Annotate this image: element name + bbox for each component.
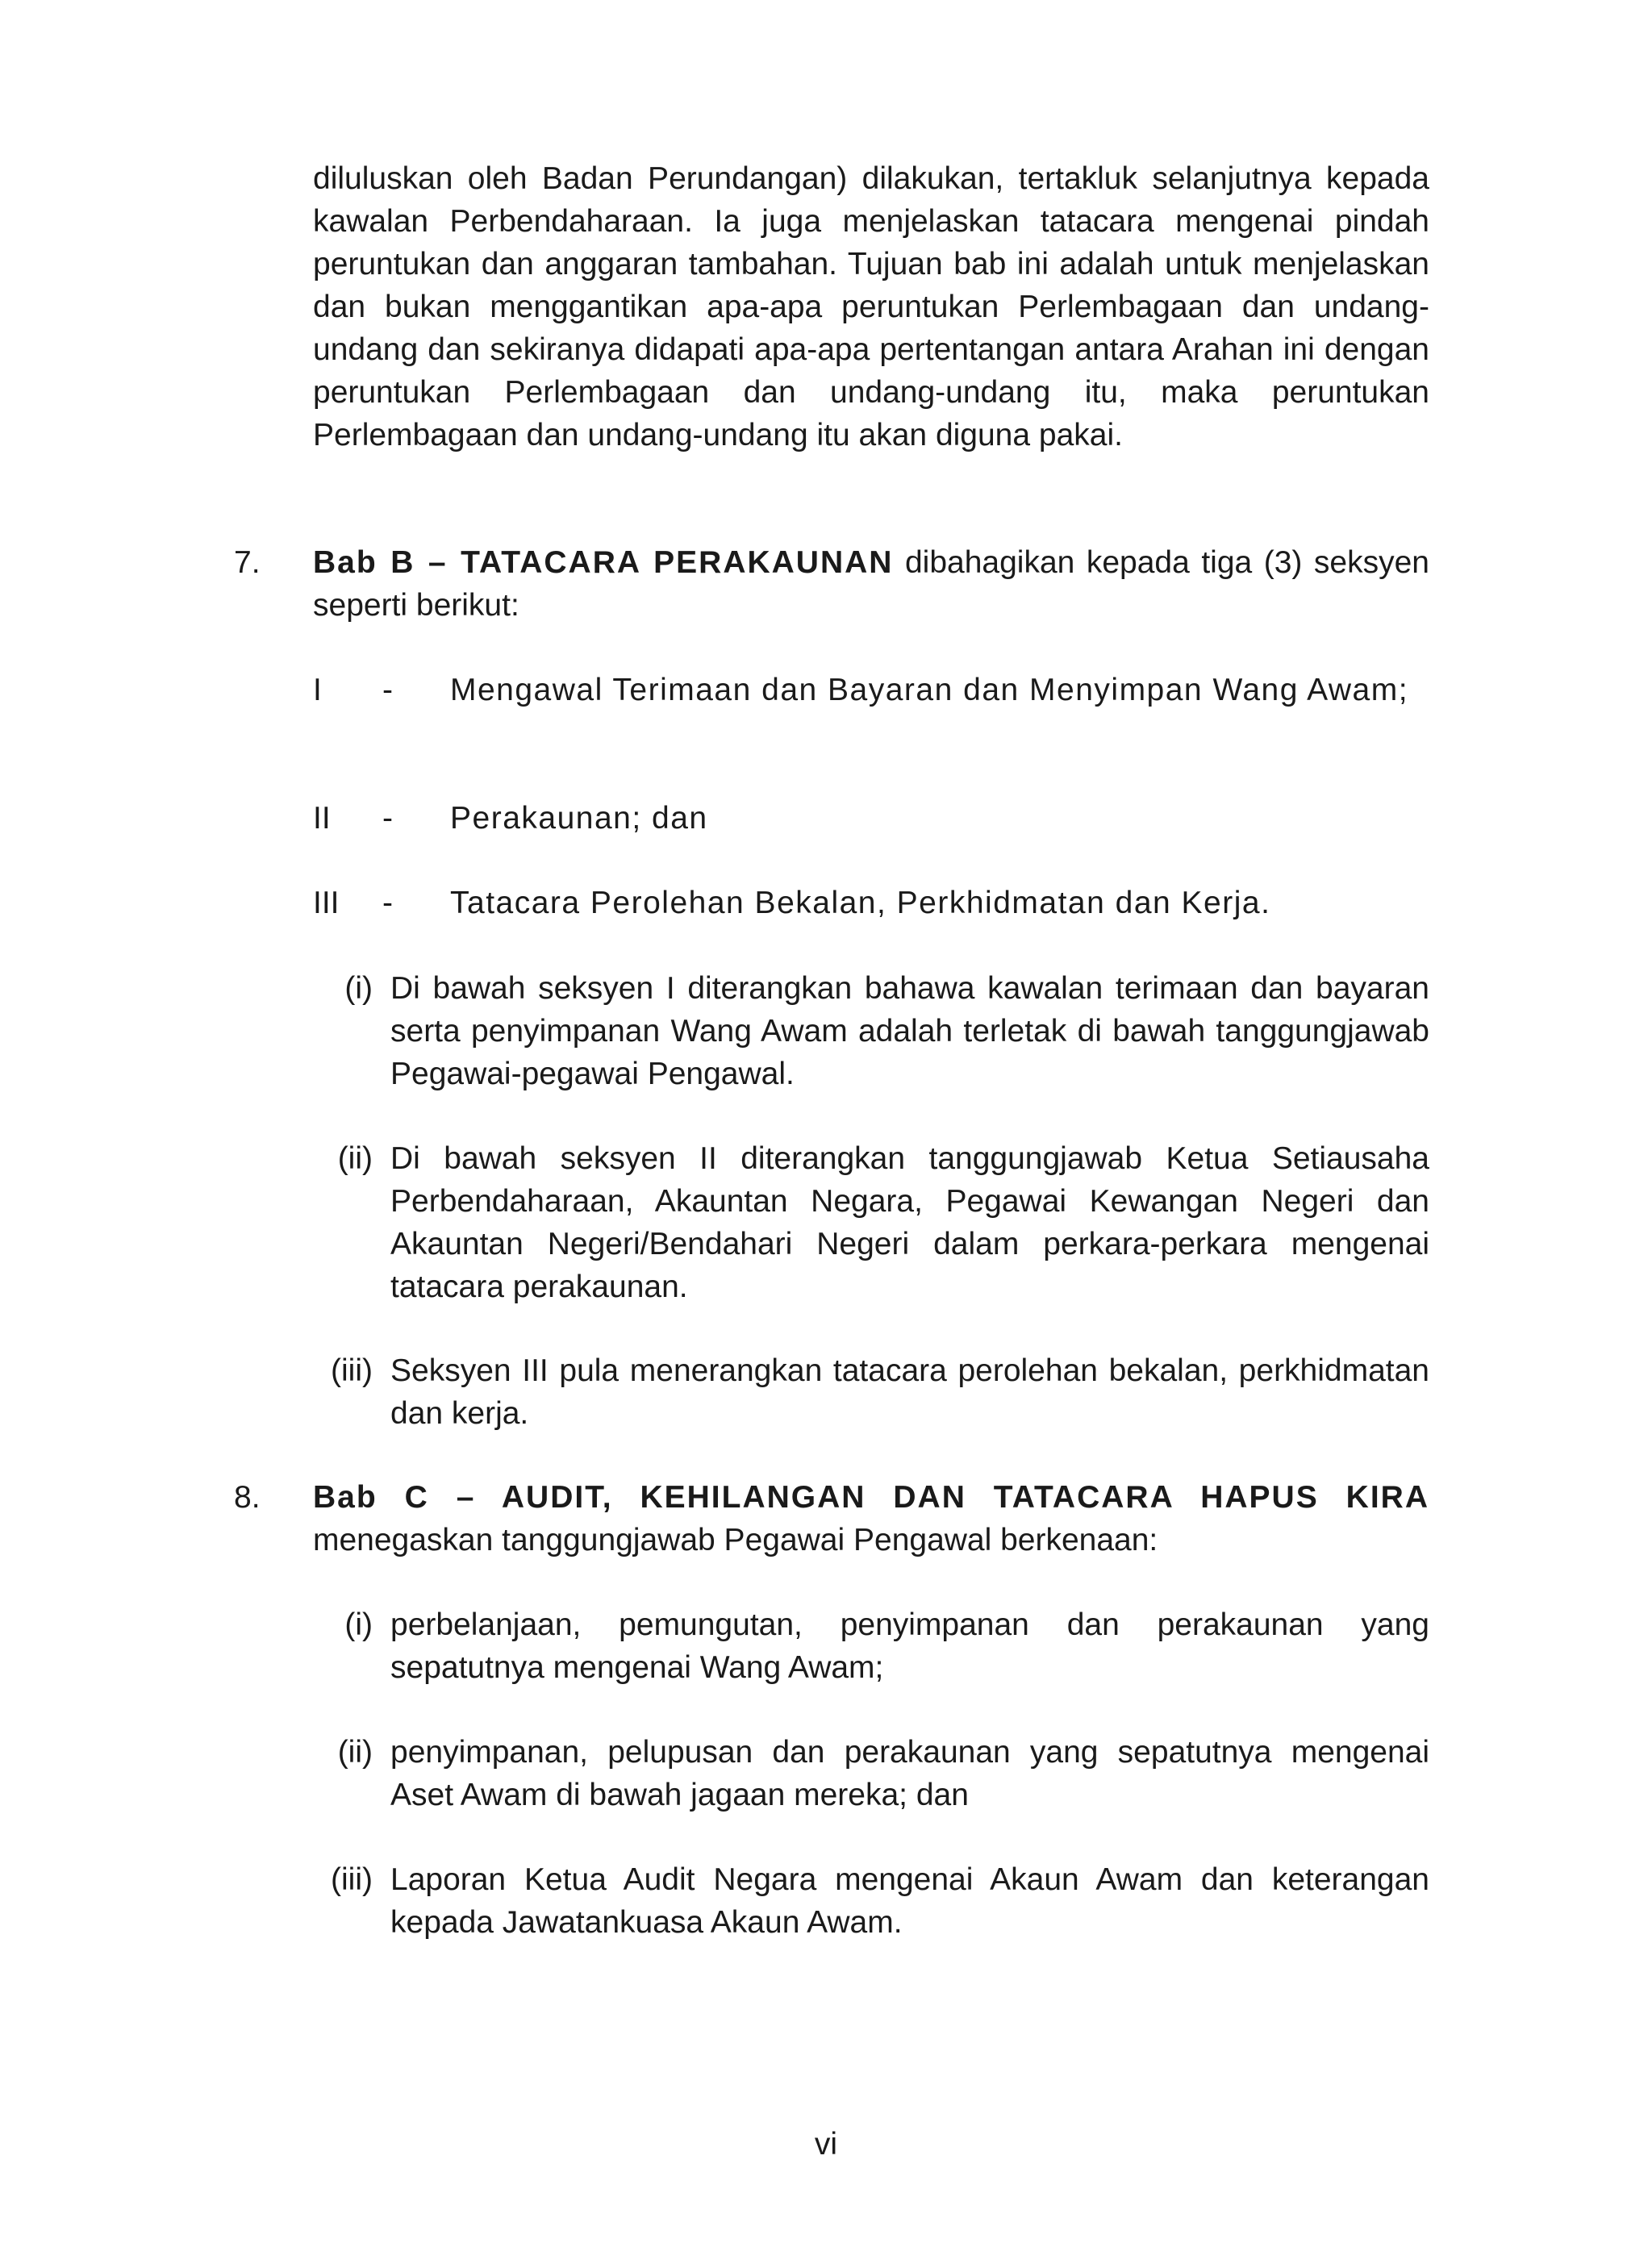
section-text-1: Mengawal Terimaan dan Bayaran dan Menyimpan Wang Awam; (450, 673, 1409, 707)
section-roman-3: III (313, 886, 340, 920)
section-roman-2: II (313, 801, 331, 836)
list-item: penyimpanan, pelupusan dan perakaunan yang sepatutnya mengenai Aset Awam di bawah jagaan mereka; dan (390, 1735, 1429, 1812)
section-text-2: Perakaunan; dan (450, 801, 708, 836)
intro-paragraph: diluluskan oleh Badan Perundangan) dilakukan, tertakluk selanjutnya kepada kawalan Perbendaharaan. Ia juga menjelaskan tatacara mengenai pindah peruntukan dan anggaran tambahan. Tujuan bab ini adalah untuk menjelaskan dan bukan menggantikan apa-apa peruntukan Perlembagaan dan undang-undang dan sekiranya didapati apa-apa pertentangan antara Arahan ini dengan peruntukan Perlembagaan dan undang-undang itu, maka peruntukan Perlembagaan dan undang-undang itu akan diguna pakai. (313, 161, 1429, 452)
section-dash-2: - (382, 801, 393, 836)
section-text-3: Tatacara Perolehan Bekalan, Perkhidmatan dan Kerja. (450, 886, 1271, 920)
item-label: (ii) (337, 1141, 373, 1176)
paragraph-number-7: 7. (234, 545, 261, 580)
paragraph-7-intro: dibahagikan kepada tiga (3) seksyen seperti berikut: (313, 545, 1429, 623)
list-item: Di bawah seksyen I diterangkan bahawa kawalan terimaan dan bayaran serta penyimpanan Wang Awam adalah terletak di bawah tanggungjawab Pegawai-pegawai Pengawal. (390, 971, 1429, 1091)
list-item: perbelanjaan, pemungutan, penyimpanan dan perakaunan yang sepatutnya mengenai Wang Awam; (390, 1607, 1429, 1685)
section-dash-1: - (382, 673, 393, 707)
paragraph-7-title: Bab B – TATACARA PERAKAUNAN (313, 545, 894, 580)
paragraph-8-intro: menegaskan tanggungjawab Pegawai Pengawal berkenaan: (313, 1523, 1158, 1557)
section-dash-3: - (382, 886, 393, 920)
item-label: (i) (344, 1607, 373, 1642)
item-label: (iii) (331, 1353, 373, 1388)
paragraph-number-8: 8. (234, 1480, 261, 1515)
paragraph-8-title: Bab C – AUDIT, KEHILANGAN DAN TATACARA HAPUS KIRA (313, 1480, 1429, 1515)
paragraph-8-heading (313, 1476, 1429, 1561)
list-item: Laporan Ketua Audit Negara mengenai Akaun Awam dan keterangan kepada Jawatankuasa Akaun Awam. (390, 1862, 1429, 1940)
paragraph-7-heading (313, 541, 1429, 627)
item-label: (iii) (331, 1862, 373, 1897)
section-roman-1: I (313, 673, 322, 707)
item-label: (ii) (337, 1735, 373, 1770)
page-number: vi (814, 2127, 838, 2162)
item-label: (i) (344, 971, 373, 1006)
list-item: Di bawah seksyen II diterangkan tanggungjawab Ketua Setiausaha Perbendaharaan, Akauntan Negara, Pegawai Kewangan Negeri dan Akauntan Negeri/Bendahari Negeri dalam perkara-perkara mengenai tatacara perakaunan. (390, 1141, 1429, 1304)
list-item: Seksyen III pula menerangkan tatacara perolehan bekalan, perkhidmatan dan kerja. (390, 1353, 1429, 1431)
